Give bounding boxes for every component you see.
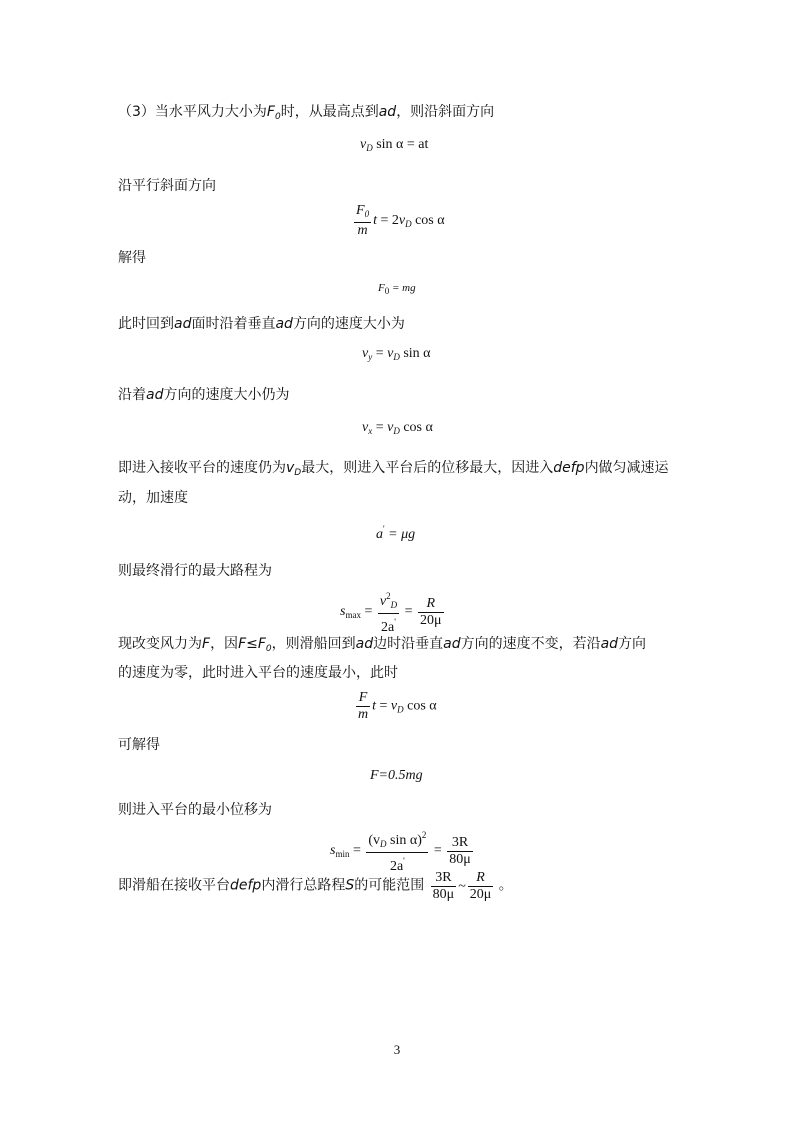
fraction: $\frac{F_0}{m}$ [356, 203, 370, 238]
paragraph-11: 可解得 [118, 737, 160, 753]
fraction: $\frac{3R}{80\mu}$ [449, 834, 471, 867]
equation-4: $v_y = v_D$ sin α [362, 346, 431, 362]
fraction: $\frac{v^2_D}{2a'}$ [378, 588, 399, 636]
paragraph-1 [118, 102, 494, 127]
text: （3）当水平风力大小为 [118, 104, 267, 120]
symbol-F0: $F_0$ [266, 104, 281, 122]
paragraph-5: 沿着ad方向的速度大小仍为 [118, 387, 290, 403]
paragraph-7: 动，加速度 [118, 490, 188, 506]
fraction: $\frac{R}{20\mu}$ [419, 595, 442, 628]
paragraph-9: 现改变风力为F，因$F\le F_0$，则滑船回到ad边时沿垂直ad方向的速度不变，若沿ad方向 [118, 636, 647, 654]
fraction: $\frac{(v_D \sin \alpha)^2}{2a'}$ [366, 827, 428, 875]
equation-8: $\frac{F}{m}$ $t = v_D$ cos α [358, 690, 437, 722]
paragraph-4: 此时回到ad面时沿着垂直ad方向的速度大小为 [118, 316, 405, 332]
page-number: 3 [393, 1042, 401, 1057]
equation-2: $\frac{F_0}{m}$ $t = 2v_D$ cos α [356, 203, 445, 238]
paragraph-10: 的速度为零，此时进入平台的速度最小，此时 [118, 665, 398, 681]
paragraph-8: 则最终滑行的最大路程为 [118, 563, 272, 579]
paragraph-3: 解得 [118, 250, 146, 266]
equation-5: $v_x = v_D$ cos α [362, 420, 433, 436]
text: ，则沿斜面方向 [396, 104, 495, 120]
equation-11: $\frac{3R}{80\mu}$ ~ $\frac{R}{20\mu}$ [432, 870, 492, 902]
equation-6: a' = μg [376, 524, 416, 542]
paragraph-2: 沿平行斜面方向 [118, 178, 216, 194]
symbol-ad: ad [378, 104, 397, 120]
equation-1: $v_D$ sin α = at [360, 137, 429, 153]
equation-7: $s_{max}$ = $\frac{v^2_D}{2a'}$ = $\frac{R}{20\mu}$ [340, 588, 446, 636]
equation-3: $F_0$ = mg [378, 282, 416, 296]
equation-10: $s_{min}$ = $\frac{(v_D \sin \alpha)^2}{2a'}$ = $\frac{3R}{80\mu}$ [330, 827, 475, 875]
text: 时，从最高点到 [280, 104, 379, 120]
paragraph-6: 即进入接收平台的速度仍为$v_D$最大，则进入平台后的位移最大，因进入defp内做匀减速运 [118, 460, 669, 478]
fraction: $\frac{F}{m}$ [358, 690, 369, 722]
paragraph-12: 则进入平台的最小位移为 [118, 802, 272, 818]
equation-9: F=0.5mg [370, 768, 423, 783]
paragraph-13: 即滑船在接收平台defp内滑行总路程S的可能范围 $\frac{3R}{80\mu}$ ~ $\frac{R}{20\mu}$ 。 [118, 870, 513, 902]
